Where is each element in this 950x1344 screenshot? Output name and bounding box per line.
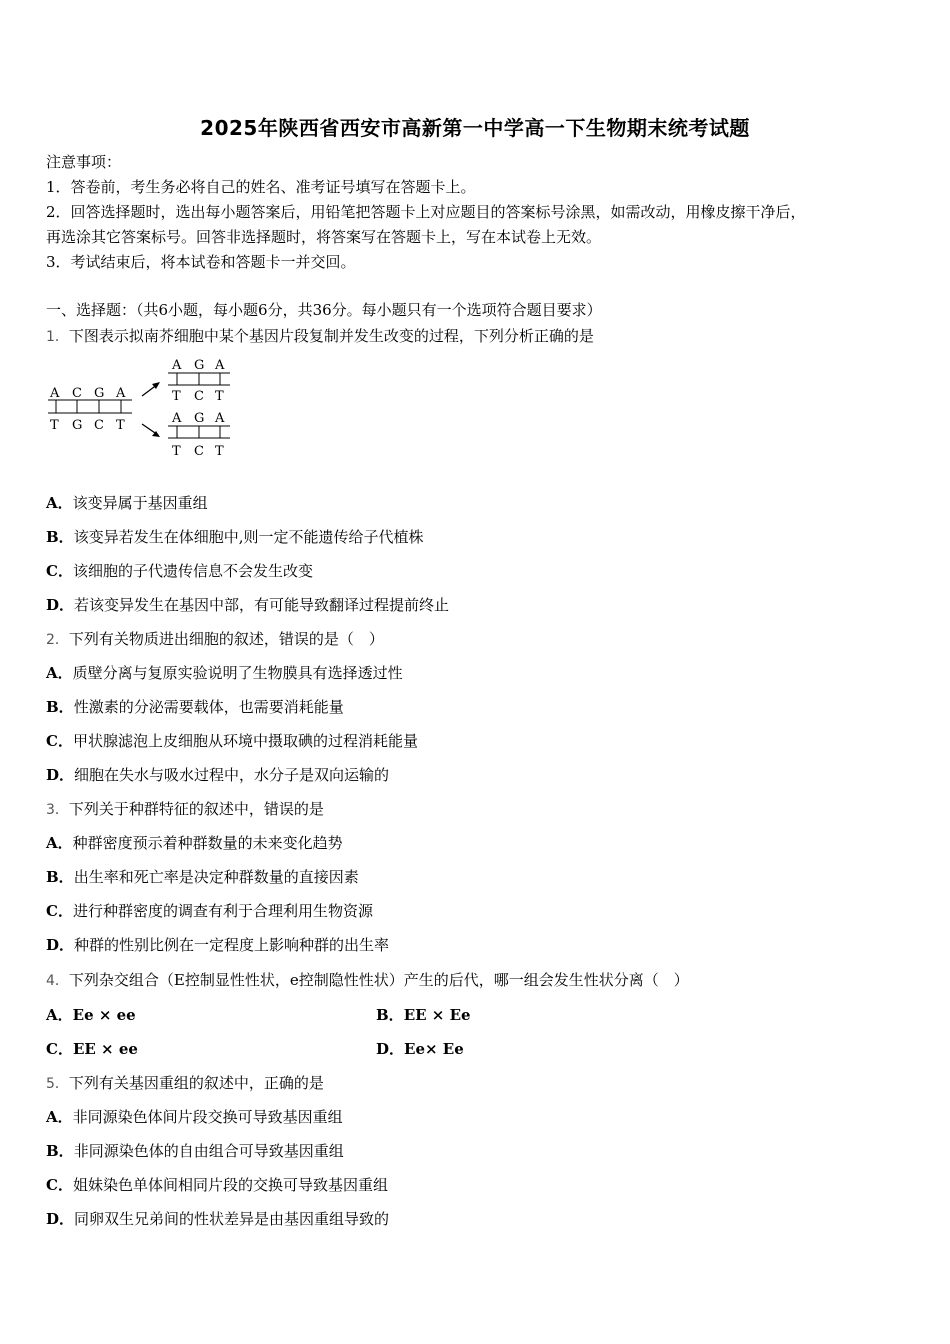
base-label: C [72, 386, 82, 401]
question-text: 下列有关基因重组的叙述中，正确的是 [68, 1074, 324, 1092]
base-label: A [172, 411, 182, 426]
option-text: 进行种群密度的调查有利于合理利用生物资源 [72, 902, 373, 920]
option-text: 出生率和死亡率是决定种群数量的直接因素 [73, 868, 359, 886]
option-text: Ee × ee [72, 1006, 136, 1024]
question-3-option-a [46, 832, 343, 853]
question-text: 下列关于种群特征的叙述中，错误的是 [68, 800, 324, 818]
option-text: 该变异若发生在体细胞中,则一定不能遗传给子代植株 [73, 528, 424, 546]
question-3-option-c [46, 900, 373, 921]
question-2-option-a [46, 662, 403, 683]
dna-replication-figure [46, 356, 246, 464]
base-label: G [194, 358, 205, 373]
option-label: B． [46, 868, 74, 886]
base-label: T [172, 389, 181, 404]
question-1-stem [46, 325, 594, 346]
option-text: 该变异属于基因重组 [72, 494, 208, 512]
option-label: C． [46, 1176, 73, 1194]
option-label: A． [46, 834, 73, 852]
notice-item: 2．回答选择题时，选出每小题答案后，用铅笔把答题卡上对应题目的答案标号涂黑，如需改动，用橡皮擦干净后， [46, 203, 806, 221]
question-number: 2． [46, 632, 69, 648]
option-text: 姐妹染色单体间相同片段的交换可导致基因重组 [72, 1176, 388, 1194]
base-label: C [194, 389, 204, 404]
question-4-option-c [46, 1038, 138, 1059]
question-1-option-d [46, 594, 449, 615]
question-3-option-d [46, 934, 389, 955]
option-label: C． [46, 562, 73, 580]
question-4-option-a [46, 1004, 136, 1025]
option-text: 若该变异发生在基因中部，有可能导致翻译过程提前终止 [74, 596, 450, 614]
question-2-option-b [46, 696, 344, 717]
option-text: 性激素的分泌需要载体，也需要消耗能量 [73, 698, 344, 716]
base-label: C [194, 444, 204, 459]
question-text: 下列杂交组合（E控制显性性状，e控制隐性性状）产生的后代，哪一组会发生性状分离（ ） [68, 971, 689, 989]
base-label: T [215, 389, 224, 404]
question-text: 下图表示拟南芥细胞中某个基因片段复制并发生改变的过程，下列分析正确的是 [68, 327, 594, 345]
option-text: 同卵双生兄弟间的性状差异是由基因重组导致的 [74, 1210, 390, 1228]
question-4-option-b [376, 1004, 471, 1025]
base-label: A [50, 386, 60, 401]
option-label: A． [46, 1006, 73, 1024]
section-heading: 一、选择题：（共6小题，每小题6分，共36分。每小题只有一个选项符合题目要求） [46, 301, 602, 319]
base-label: T [50, 418, 59, 433]
question-5-option-a [46, 1106, 343, 1127]
question-1-option-a [46, 492, 208, 513]
option-text: 种群密度预示着种群数量的未来变化趋势 [72, 834, 343, 852]
option-label: D． [46, 596, 75, 614]
base-label: T [116, 418, 125, 433]
option-label: A． [46, 1108, 73, 1126]
base-label: A [172, 358, 182, 373]
question-1-option-b [46, 526, 423, 547]
option-text: EE × Ee [403, 1006, 471, 1024]
question-5-option-d [46, 1208, 389, 1229]
question-4-option-d [376, 1038, 464, 1059]
option-label: C． [46, 1040, 73, 1058]
question-number: 5． [46, 1076, 69, 1092]
option-label: D． [376, 1040, 405, 1058]
question-5-option-c [46, 1174, 388, 1195]
option-label: A． [46, 494, 73, 512]
upper-right-dna-strand [168, 358, 230, 404]
question-3-option-b [46, 866, 359, 887]
question-2-option-c [46, 730, 418, 751]
question-number: 3． [46, 802, 69, 818]
base-label: A [116, 386, 126, 401]
base-label: C [94, 418, 104, 433]
question-5-option-b [46, 1140, 344, 1161]
question-text: 下列有关物质进出细胞的叙述，错误的是（ ） [68, 630, 384, 648]
base-label: G [94, 386, 105, 401]
question-1-option-c [46, 560, 313, 581]
question-4-stem [46, 969, 689, 990]
option-label: B． [376, 1006, 404, 1024]
left-dna-strand [48, 386, 132, 433]
option-text: 种群的性别比例在一定程度上影响种群的出生率 [74, 936, 390, 954]
option-text: 该细胞的子代遗传信息不会发生改变 [72, 562, 313, 580]
option-text: Ee× Ee [404, 1040, 464, 1058]
notice-item: 再选涂其它答案标号。回答非选择题时，将答案写在答题卡上，写在本试卷上无效。 [46, 228, 602, 246]
question-number: 4． [46, 973, 69, 989]
question-3-stem [46, 798, 324, 819]
option-text: EE × ee [72, 1040, 138, 1058]
option-text: 非同源染色体的自由组合可导致基因重组 [73, 1142, 344, 1160]
lower-right-dna-strand [168, 411, 230, 459]
option-text: 非同源染色体间片段交换可导致基因重组 [72, 1108, 343, 1126]
option-label: A． [46, 664, 73, 682]
option-text: 细胞在失水与吸水过程中，水分子是双向运输的 [74, 766, 390, 784]
page-title: 2025年陕西省西安市高新第一中学高一下生物期末统考试题 [200, 116, 750, 140]
option-label: B． [46, 698, 74, 716]
base-label: A [215, 411, 225, 426]
question-2-option-d [46, 764, 389, 785]
option-label: C． [46, 902, 73, 920]
option-text: 质壁分离与复原实验说明了生物膜具有选择透过性 [72, 664, 403, 682]
question-number: 1． [46, 329, 69, 345]
option-text: 甲状腺滤泡上皮细胞从环境中摄取碘的过程消耗能量 [72, 732, 418, 750]
option-label: D． [46, 1210, 75, 1228]
base-label: T [172, 444, 181, 459]
question-2-stem [46, 628, 384, 649]
notice-heading: 注意事项： [46, 153, 122, 171]
arrow-up-icon [142, 382, 160, 396]
option-label: D． [46, 936, 75, 954]
base-label: A [215, 358, 225, 373]
option-label: C． [46, 732, 73, 750]
notice-block [46, 150, 906, 275]
arrow-down-icon [142, 424, 160, 437]
base-label: G [194, 411, 205, 426]
option-label: B． [46, 1142, 74, 1160]
base-label: G [72, 418, 83, 433]
option-label: B． [46, 528, 74, 546]
question-5-stem [46, 1072, 324, 1093]
base-label: T [215, 444, 224, 459]
notice-item: 1．答卷前，考生务必将自己的姓名、准考证号填写在答题卡上。 [46, 178, 476, 196]
option-label: D． [46, 766, 75, 784]
notice-item: 3．考试结束后，将本试卷和答题卡一并交回。 [46, 253, 356, 271]
